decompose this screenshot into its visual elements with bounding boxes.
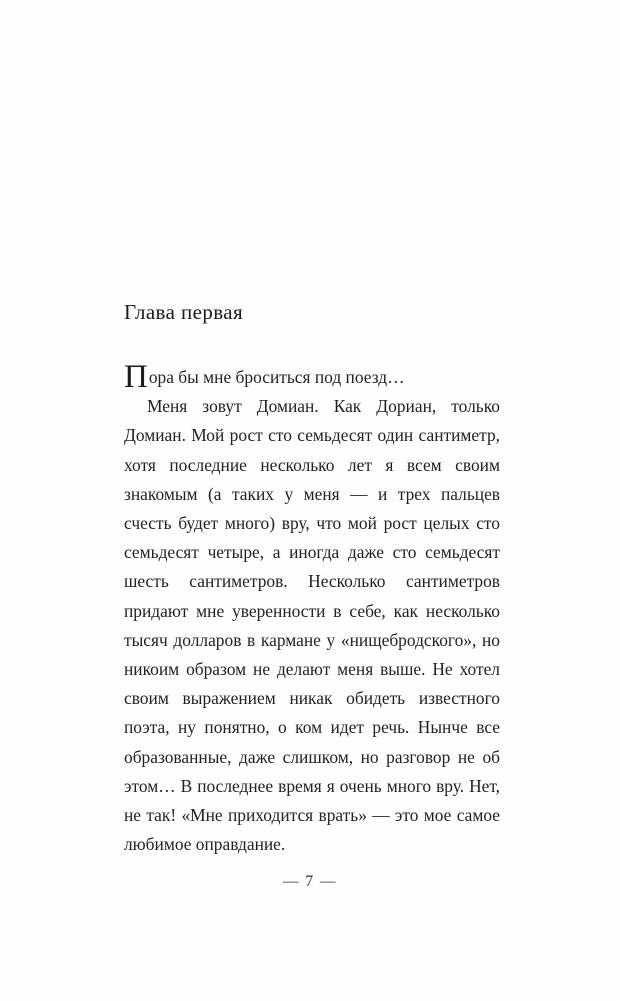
- page-text-block: [124, 300, 500, 859]
- page-number: — 7 —: [283, 873, 337, 890]
- drop-cap: П: [124, 359, 148, 395]
- paragraph-text: Меня зовут Домиан. Как Дориан, только Домиан. Мой рост сто семьдесят один сантиметр, хотя последние несколько лет я всем своим знакомым (а таких у меня — и трех пальцев счесть будет много) вру, что мой рост целых сто семьдесят четыре, а иногда даже сто семьдесят шесть сантиметров. Несколько сантиметров придают мне уверенности в себе, как несколько тысяч долларов в кармане у «нищебродского», но никоим образом не делают меня выше. Не хотел своим выражением никак обидеть известного поэта, ну понятно, о ком идет речь. Нынче все образованные, даже слишком, но разговор не об этом… В последнее время я очень много вру. Нет, не так! «Мне приходится врать» — это мое самое любимое оправдание.: [124, 396, 500, 855]
- chapter-title: Глава первая: [124, 300, 244, 324]
- paragraph-text: ора бы мне броситься под поезд…: [148, 367, 405, 387]
- paragraph-opening: [124, 359, 500, 395]
- paragraph-body: [124, 392, 500, 859]
